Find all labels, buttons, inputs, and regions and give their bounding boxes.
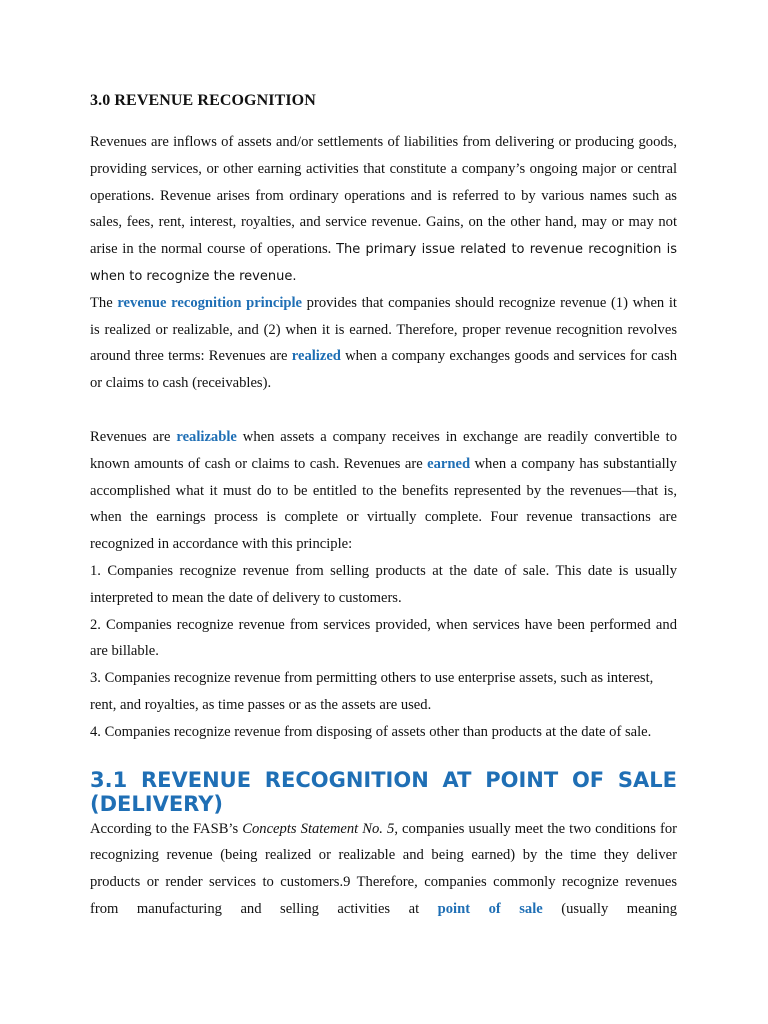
text-run: when a company exchanges goods and services for cash or claims to cash (receivables). [90,348,677,392]
paragraph-revenue-definition [90,129,677,290]
text-run: when assets a company receives in exchange are readily convertible to known amounts of cash or claims to cash. Revenues are [90,428,677,472]
paragraph-text: Revenues are inflows of assets and/or settlements of liabilities from delivering or producing goods, providing services, or other earning activities that constitute a company’s ongoing major or central operations. Revenue arises from ordinary operations and is referred to by various names such as sales, fees, rent, interest, royalties, and service revenue. Gains, on the other hand, may or may not arise in the normal course of operations. [90,134,677,258]
paragraph-recognition-principle [90,290,677,397]
text-run: Revenues are [90,428,177,445]
text-run: , companies usually meet the two conditions for recognizing revenue (being realized or realizable and being earned) by the time they deliver products or render services to customers.9 Therefore, companies commonly recognize revenues from manufacturing and selling activities at [90,820,677,917]
text-italic-concepts-statement: Concepts Statement No. 5 [242,820,395,837]
section-heading-3-0: 3.0 REVENUE RECOGNITION [90,92,316,109]
section-heading-3-1-line1: 3.1 REVENUE RECOGNITION AT POINT OF SALE [90,767,677,792]
text-run: The [90,294,118,311]
list-item-3-continued: rent, and royalties, as time passes or as the assets are used. [90,696,432,713]
paragraph-point-of-sale [90,816,677,923]
text-run: (usually meaning [542,900,678,917]
text-run: According to the FASB’s [90,820,243,837]
term-point-of-sale: point of sale [437,900,543,917]
list-item-2: 2. Companies recognize revenue from services provided, when services have been performed and are billable. [90,616,677,660]
term-earned: earned [427,455,471,472]
list-item-3: 3. Companies recognize revenue from permitting others to use enterprise assets, such as interest, [90,670,654,687]
text-run: provides that companies should recognize revenue (1) when it is realized or realizable, and (2) when it is earned. Therefore, proper revenue recognition revolves around three terms: Revenues are [90,294,677,365]
list-item-1: 1. Companies recognize revenue from selling products at the date of sale. This date is usually interpreted to mean the date of delivery to customers. [90,562,677,606]
term-realizable: realizable [176,428,237,445]
paragraph-text-sans: The primary issue related to revenue recognition is when to recognize the revenue. [90,242,678,284]
term-revenue-recognition-principle: revenue recognition principle [117,294,303,311]
document-page [90,92,677,923]
list-item-4: 4. Companies recognize revenue from disposing of assets other than products at the date of sale. [90,723,652,740]
text-run: when a company has substantially accomplished what it must do to be entitled to the benefits represented by the revenues—that is, when the earnings process is complete or virtually complete. Four revenue transactions are recognized in accordance with this principle: [90,455,677,553]
paragraph-realizable-earned [90,424,677,558]
term-realized: realized [291,348,341,365]
section-heading-3-1-line2: (DELIVERY) [90,791,223,816]
paragraph-spacer [90,397,677,424]
section-heading-3-1 [90,768,677,816]
